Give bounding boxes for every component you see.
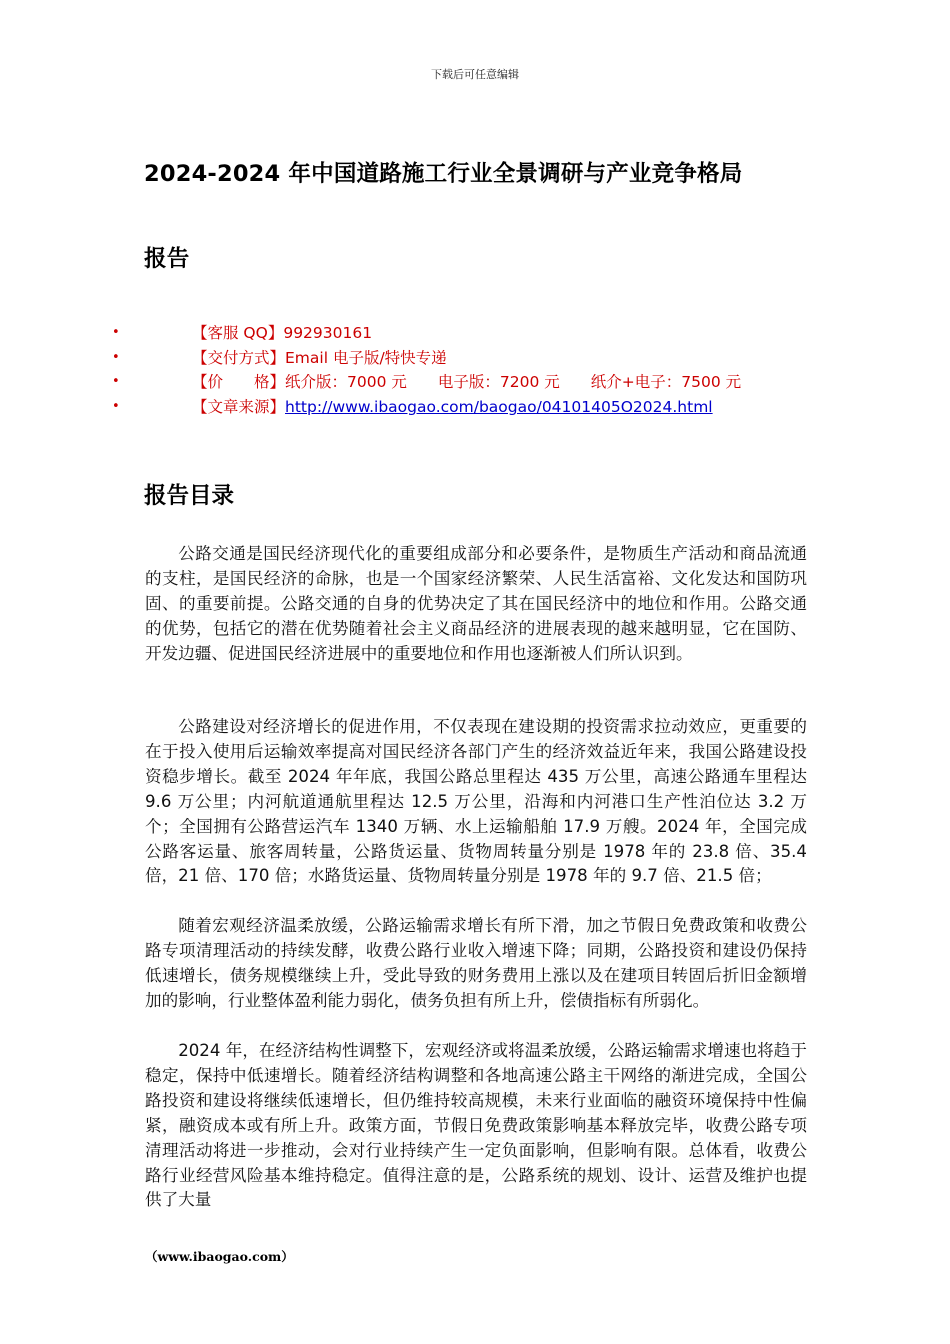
- report-title-line2: 报告: [144, 246, 190, 272]
- info-label: 【客服 QQ】: [192, 324, 284, 342]
- bullet-icon: •: [112, 325, 120, 340]
- source-link[interactable]: http://www.ibaogao.com/baogao/04101405O2024.html: [285, 398, 713, 417]
- info-value: 992930161: [283, 324, 373, 342]
- info-value: 纸介版：7000 元 电子版：7200 元 纸介+电子：7500 元: [285, 373, 742, 392]
- paragraph: 公路交通是国民经济现代化的重要组成部分和必要条件，是物质生产活动和商品流通的支柱，是国民经济的命脉，也是一个国家经济繁荣、人民生活富裕、文化发达和国防巩固、的重要前提。公路交通的自身的优势决定了其在国民经济中的地位和作用。公路交通的优势，包括它的潜在优势随着社会主义商品经济的进展表现的越来越明显，它在国防、开发边疆、促进国民经济进展中的重要地位和作用也逐渐被人们所认识到。: [145, 544, 807, 663]
- info-value: Email 电子版/特快专递: [285, 348, 447, 367]
- info-label: 【文章来源】: [192, 398, 286, 417]
- section-title: 报告目录: [144, 483, 235, 509]
- info-label: 【交付方式】: [192, 348, 286, 367]
- bullet-icon: •: [112, 399, 120, 415]
- bullet-icon: •: [112, 374, 120, 390]
- report-title-line1: 2024-2024 年中国道路施工行业全景调研与产业竞争格局: [144, 161, 743, 187]
- bullet-icon: •: [112, 349, 120, 365]
- paragraph: 2024 年，在经济结构性调整下，宏观经济或将温柔放缓，公路运输需求增速也将趋于稳定，保持中低速增长。随着经济结构调整和各地高速公路主干网络的渐进完成，全国公路投资和建设将继续低速增长，但仍维持较高规模，未来行业面临的融资环境保持中性偏紧，融资成本或有所上升。政策方面，节假日免费政策影响基本释放完毕，收费公路专项清理活动将进一步推动，会对行业持续产生一定负面影响，但影响有限。总体看，收费公路行业经营风险基本维持稳定。值得注意的是，公路系统的规划、设计、运营及维护也提供了大量: [145, 1041, 807, 1210]
- header-note: 下载后可任意编辑: [431, 68, 519, 81]
- info-label: 【价 格】: [192, 373, 286, 392]
- paragraph: 公路建设对经济增长的促进作用，不仅表现在建设期的投资需求拉动效应，更重要的在于投入使用后运输效率提高对国民经济各部门产生的经济效益近年来，我国公路建设投资稳步增长。截至 2024 年年底，我国公路总里程达 435 万公里，高速公路通车里程达 9.6 万公里；内河航道通航里程达 12.5 万公里，沿海和内河港口生产性泊位达 3.2 万个；全国拥有公路营运汽车 1340 万辆、水上运输船舶 17.9 万艘。2024 年，全国完成公路客运量、旅客周转量，公路货运量、货物周转量分别是 1978 年的 23.8 倍、35.4 倍，21 倍、170 倍；水路货运量、货物周转量分别是 1978 年的 9.7 倍、21.5 倍；: [145, 717, 807, 886]
- paragraph: 随着宏观经济温柔放缓，公路运输需求增长有所下滑，加之节假日免费政策和收费公路专项清理活动的持续发酵，收费公路行业收入增速下降；同期，公路投资和建设仍保持低速增长，债务规模继续上升，受此导致的财务费用上涨以及在建项目转固后折旧金额增加的影响，行业整体盈利能力弱化，债务负担有所上升，偿债指标有所弱化。: [145, 916, 807, 1010]
- footer-site: （www.ibaogao.com）: [145, 1249, 294, 1264]
